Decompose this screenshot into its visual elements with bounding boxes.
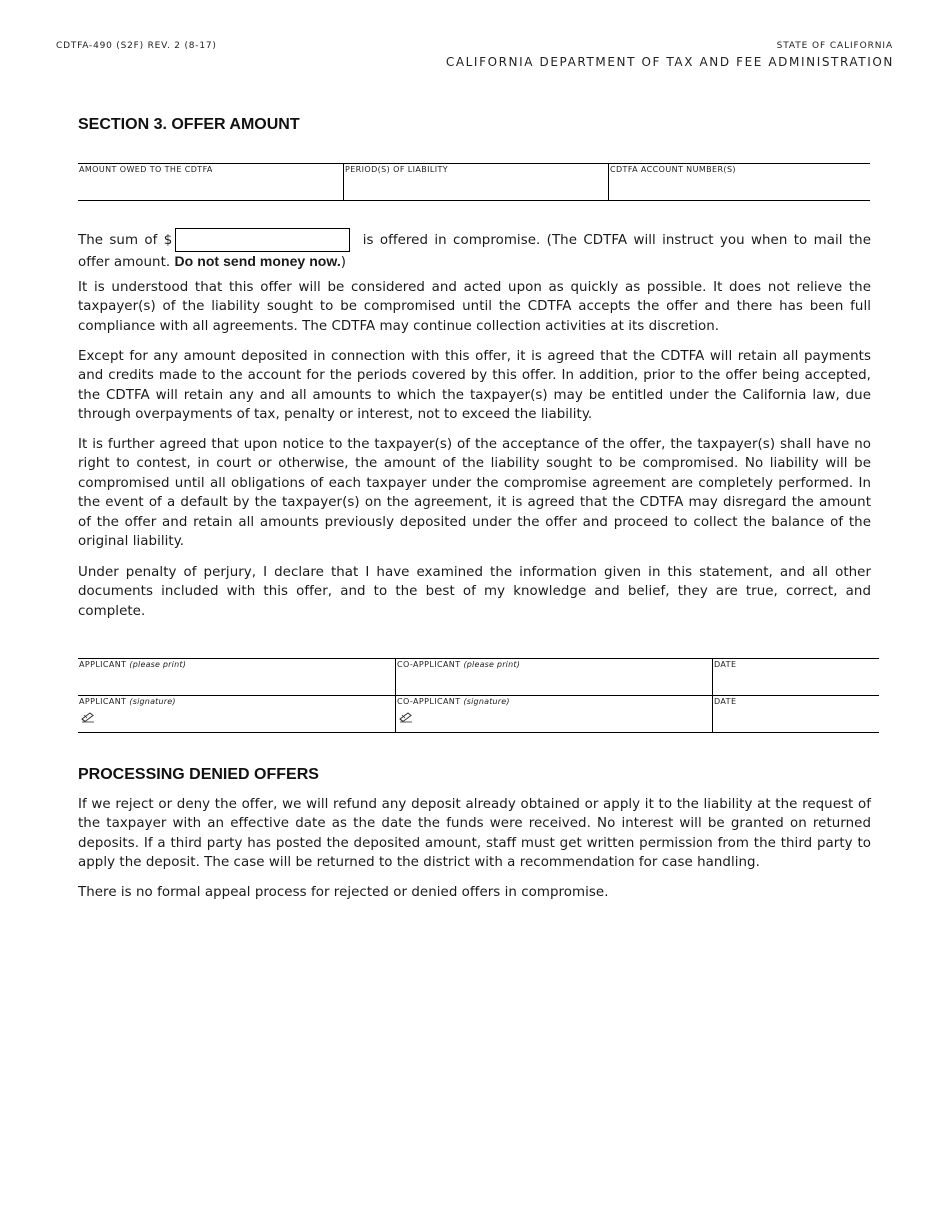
account-number-label: CDTFA ACCOUNT NUMBER(S) xyxy=(610,165,736,174)
do-not-send-money-note: Do not send money now. xyxy=(174,253,341,269)
body-paragraph-2: Except for any amount deposited in connection with this offer, it is agreed that the CDTFA will retain all payments and credits made to the account for the periods covered by this offer. In addition, prior to the offer being accepted, the CDTFA will retain any and all amounts to which the taxpayer(s) may be entitled under the California law, due through overpayments of tax, penalty or interest, not to exceed the liability. xyxy=(78,349,871,423)
account-number-field[interactable] xyxy=(609,164,871,201)
periods-of-liability-field[interactable] xyxy=(344,164,609,201)
applicant-signature-label: APPLICANT (signature) xyxy=(79,697,176,706)
coapplicant-print-field[interactable] xyxy=(396,659,713,696)
account-info-table xyxy=(78,163,870,201)
coapplicant-print-label: CO-APPLICANT (please print) xyxy=(397,660,521,669)
perjury-declaration: Under penalty of perjury, I declare that I have examined the information given in this statement, and all other documents included with this offer, and to the best of my knowledge and belief, they are true, correct, and complete. xyxy=(78,565,871,619)
amount-owed-label: AMOUNT OWED TO THE CDTFA xyxy=(79,165,213,174)
body-paragraph-3: It is further agreed that upon notice to the taxpayer(s) of the acceptance of the offer, the taxpayer(s) shall have no right to contest, in court or otherwise, the amount of the liability sought to be compromised. No liability will be compromised until all obligations of each taxpayer under the compromise agreement are completely performed. In the event of a default by the taxpayer(s) on the agreement, it is agreed that the CDTFA may disregard the amount of the offer and retain all amounts previously deposited under the offer and proceed to collect the balance of the original liability. xyxy=(78,437,871,550)
pen-signature-icon xyxy=(81,711,95,723)
state-label: STATE OF CALIFORNIA xyxy=(776,41,893,51)
signature-table xyxy=(78,658,879,733)
offer-amount-input[interactable] xyxy=(175,228,350,252)
amount-owed-field[interactable] xyxy=(78,164,344,201)
date-field-2[interactable] xyxy=(713,696,880,733)
coapplicant-signature-label: CO-APPLICANT (signature) xyxy=(397,697,510,706)
applicant-print-label: APPLICANT (please print) xyxy=(79,660,187,669)
section3-title: SECTION 3. OFFER AMOUNT xyxy=(78,116,300,133)
denied-paragraph-2: There is no formal appeal process for rejected or denied offers in compromise. xyxy=(78,885,609,900)
applicant-print-field[interactable] xyxy=(78,659,396,696)
denied-paragraph-1: If we reject or deny the offer, we will refund any deposit already obtained or apply it to the liability at the request of the taxpayer with an effective date as the date the funds were received. No interest will be granted on returned deposits. If a third party has posted the deposited amount, staff must get written permission from the third party to apply the deposit. The case will be returned to the district with a recommendation for case handling. xyxy=(78,797,871,871)
sum-prefix: The sum of $ xyxy=(78,233,173,248)
applicant-signature-field[interactable] xyxy=(78,696,396,733)
periods-of-liability-label: PERIOD(S) OF LIABILITY xyxy=(345,165,449,174)
pen-signature-icon xyxy=(399,711,413,723)
coapplicant-signature-field[interactable] xyxy=(396,696,713,733)
sum-end: ) xyxy=(340,255,347,270)
date-label-1: DATE xyxy=(714,660,737,669)
department-label: CALIFORNIA DEPARTMENT OF TAX AND FEE ADMINISTRATION xyxy=(445,55,894,69)
denied-offers-title: PROCESSING DENIED OFFERS xyxy=(78,766,319,783)
date-label-2: DATE xyxy=(714,697,737,706)
body-paragraph-1: It is understood that this offer will be considered and acted upon as quickly as possible. It does not relieve the taxpayer(s) of the liability sought to be compromised until the CDTFA accepts the offer and there has been full compliance with all agreements. The CDTFA may continue collection activities at its discretion. xyxy=(78,280,871,334)
date-field-1[interactable] xyxy=(713,659,880,696)
sum-suffix: is offered in compromise. (The CDTFA will instruct you when to mail the offer amount. xyxy=(78,233,871,270)
form-id: CDTFA-490 (S2F) REV. 2 (8-17) xyxy=(56,41,217,51)
offer-sum-paragraph xyxy=(78,228,871,272)
